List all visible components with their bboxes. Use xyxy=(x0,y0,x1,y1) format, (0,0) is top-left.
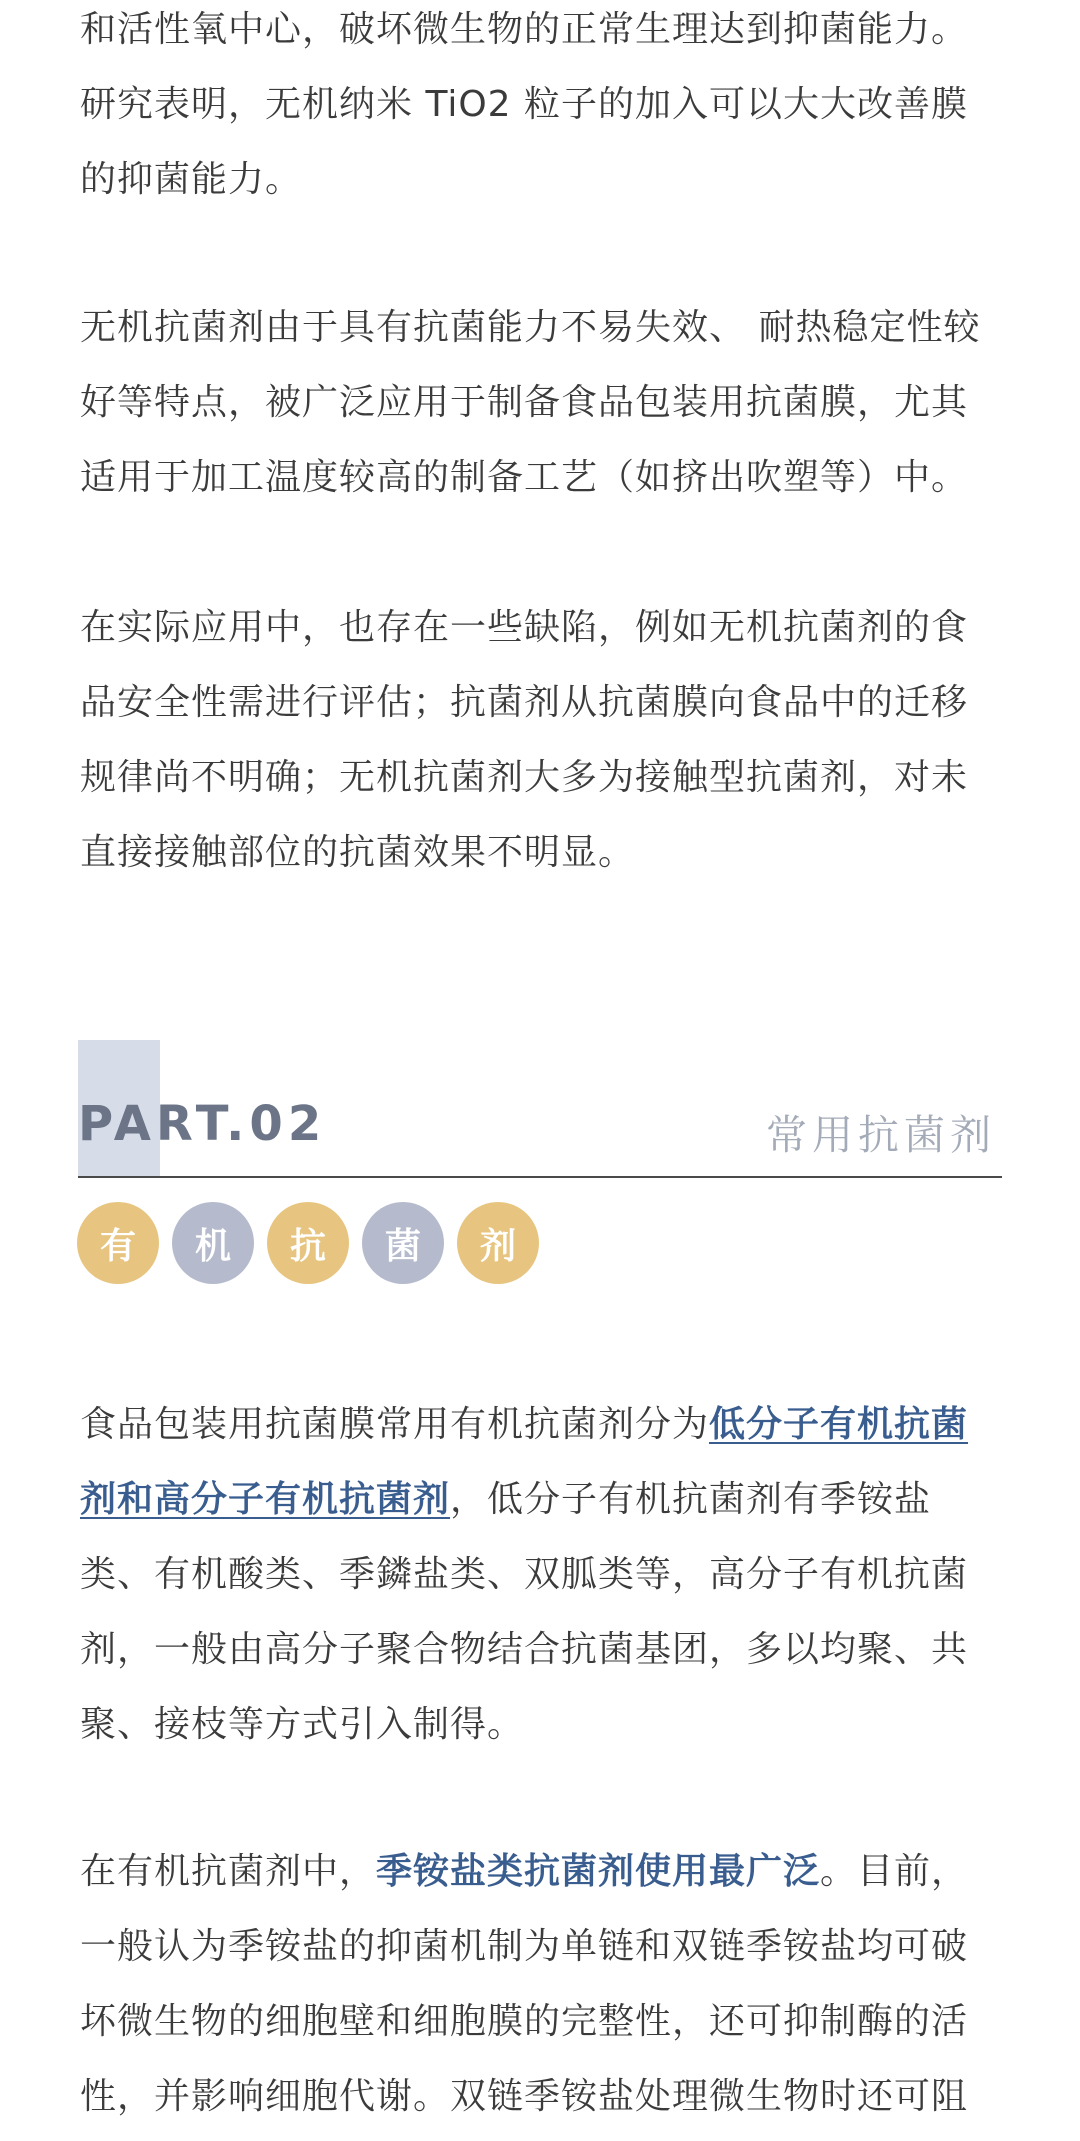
paragraph-inorganic-drawbacks: 在实际应用中，也存在一些缺陷，例如无机抗菌剂的食品安全性需进行评估；抗菌剂从抗菌膜向食品中的迁移规律尚不明确；无机抗菌剂大多为接触型抗菌剂，对未直接接触部位的抗菌效果不明显。 xyxy=(80,607,969,873)
badge-circle-1: 有 xyxy=(77,1202,159,1284)
badge-circle-4: 菌 xyxy=(362,1202,444,1284)
badge-circle-5: 剂 xyxy=(457,1202,539,1284)
paragraph-text: 在有机抗菌剂中， xyxy=(80,1851,377,1892)
paragraph-quaternary-ammonium xyxy=(80,1834,1002,2134)
badge-circle-2: 机 xyxy=(172,1202,254,1284)
paragraph-inorganic-advantages: 无机抗菌剂由于具有抗菌能力不易失效、 耐热稳定性较好等特点，被广泛应用于制备食品包装用抗菌膜，尤其适用于加工温度较高的制备工艺（如挤出吹塑等）中。 xyxy=(80,307,981,498)
paragraph-text: ，低分子有机抗菌剂有季铵盐类、有机酸类、季鏻盐类、双胍类等，高分子有机抗菌剂，一般由高分子聚合物结合抗菌基团，多以均聚、共聚、接枝等方式引入制得。 xyxy=(80,1479,969,1745)
paragraph-inorganic-tio2: 和活性氧中心，破坏微生物的正常生理达到抑菌能力。研究表明，无机纳米 TiO2 粒子的加入可以大大改善膜的抑菌能力。 xyxy=(80,9,969,200)
part-label: PART.02 xyxy=(78,1096,327,1152)
section-header-part-02 xyxy=(78,1040,1002,1180)
highlight-organic-categories: 低分子有机抗菌剂和高分子有机抗菌剂 xyxy=(80,1404,969,1520)
badge-circle-3: 抗 xyxy=(267,1202,349,1284)
paragraph-organic-types xyxy=(80,1387,1002,1762)
section-title: 常用抗菌剂 xyxy=(766,1111,996,1159)
paragraph-text: 食品包装用抗菌膜常用有机抗菌剂分为 xyxy=(80,1404,710,1445)
badge-row xyxy=(77,1202,539,1284)
section-divider xyxy=(78,1176,1002,1178)
paragraph-text: 。目前，一般认为季铵盐的抑菌机制为单链和双链季铵盐均可破坏微生物的细胞壁和细胞膜的完整性，还可抑制酶的活性，并影响细胞代谢。双链季铵盐处理微生物时还可阻 xyxy=(80,1851,969,2117)
highlight-quaternary-ammonium: 季铵盐类抗菌剂使用最广泛 xyxy=(376,1851,821,1892)
